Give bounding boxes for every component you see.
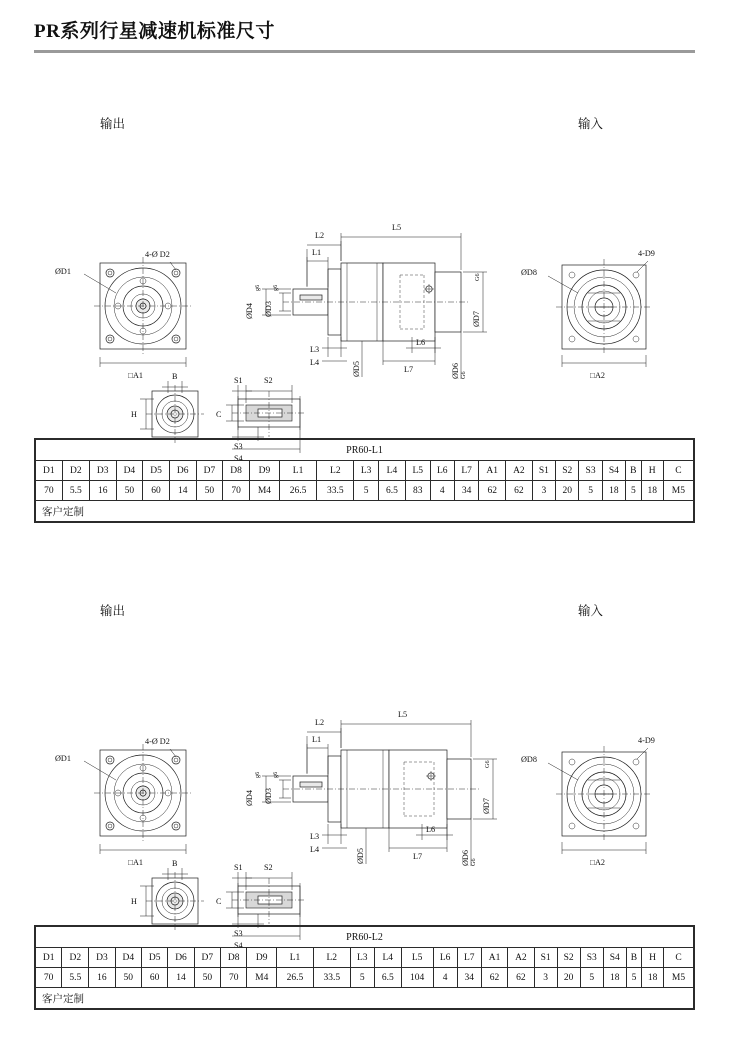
spec-header-cell: S1 (534, 948, 557, 968)
svg-text:C: C (216, 897, 222, 906)
svg-text:C: C (216, 410, 222, 419)
svg-text:ØD8: ØD8 (521, 755, 537, 764)
spec-value-cell: 50 (196, 481, 223, 501)
spec-value-cell: 5 (350, 968, 374, 988)
spec-value-cell: 3 (532, 481, 555, 501)
svg-text:g6: g6 (254, 284, 261, 291)
spec-value-cell: 3 (534, 968, 557, 988)
svg-text:ØD4: ØD4 (245, 303, 254, 319)
spec-value-cell: 5 (580, 968, 603, 988)
spec-value-cell: 50 (194, 968, 220, 988)
spec-value-cell: 5 (626, 481, 642, 501)
svg-text:ØD8: ØD8 (521, 268, 537, 277)
spec-header-cell: D4 (116, 461, 143, 481)
spec-value-cell: 16 (89, 481, 116, 501)
spec-value-cell: 60 (143, 481, 170, 501)
spec-value-cell: 20 (557, 968, 580, 988)
svg-text:S1: S1 (234, 376, 243, 385)
spec-header-cell: L6 (430, 461, 454, 481)
spec-value-cell: 33.5 (313, 968, 350, 988)
spec-header-cell: S1 (532, 461, 555, 481)
page-header (34, 16, 695, 53)
spec-value-cell: 50 (116, 481, 143, 501)
spec-header-cell: D3 (89, 948, 115, 968)
spec-header-cell: A1 (479, 461, 506, 481)
spec-header-cell: A2 (508, 948, 534, 968)
svg-text:g6: g6 (254, 771, 261, 778)
spec-table-title-2: PR60-L2 (36, 927, 694, 948)
spec-header-cell: S3 (579, 461, 602, 481)
spec-value-cell: 62 (508, 968, 534, 988)
spec-header-cell: S4 (603, 948, 626, 968)
svg-text:S4: S4 (234, 941, 243, 950)
svg-text:S1: S1 (234, 863, 243, 872)
spec-header-cell: L3 (354, 461, 378, 481)
spec-header-cell: B (626, 461, 642, 481)
spec-value-cell: 6.5 (374, 968, 401, 988)
spec-header-cell: D5 (143, 461, 170, 481)
spec-value-cell: 18 (641, 481, 663, 501)
spec-header-cell: H (641, 461, 663, 481)
spec-value-cell: 34 (454, 481, 478, 501)
rear-view-2 (521, 736, 655, 867)
spec-value-cell: M4 (249, 481, 279, 501)
spec-header-cell: D7 (196, 461, 223, 481)
svg-text:L7: L7 (404, 365, 414, 374)
svg-text:4-Ø D2: 4-Ø D2 (145, 737, 170, 746)
spec-value-cell: 18 (642, 968, 664, 988)
spec-header-cell: A2 (506, 461, 533, 481)
spec-header-cell: D4 (115, 948, 141, 968)
spec-header-cell: L1 (277, 948, 314, 968)
spec-table-value-row-2 (36, 968, 694, 988)
spec-value-cell: 5 (626, 968, 641, 988)
spec-value-cell: 18 (603, 968, 626, 988)
spec-value-cell: 33.5 (317, 481, 354, 501)
spec-table-note-1: 客户定制 (36, 501, 694, 522)
spec-value-cell: 5 (354, 481, 378, 501)
spec-header-cell: S2 (556, 461, 579, 481)
svg-text:G6: G6 (474, 273, 481, 281)
svg-text:ØD4: ØD4 (245, 790, 254, 806)
spec-header-cell: D6 (169, 461, 196, 481)
spec-header-cell: C (664, 948, 694, 968)
spec-value-cell: 18 (602, 481, 625, 501)
svg-text:L4: L4 (310, 358, 320, 367)
svg-text:B: B (172, 372, 178, 381)
svg-text:L3: L3 (310, 832, 320, 841)
svg-text:L7: L7 (413, 852, 423, 861)
spec-value-cell: 83 (406, 481, 430, 501)
spec-header-cell: L5 (401, 948, 433, 968)
svg-text:L1: L1 (312, 248, 322, 257)
side-view-1 (245, 223, 487, 379)
front-view-1 (55, 250, 192, 380)
front-view-2 (55, 737, 192, 867)
input-label-2: 输入 (578, 604, 604, 618)
svg-text:□A2: □A2 (590, 858, 605, 867)
svg-text:ØD6: ØD6 (451, 363, 460, 379)
svg-text:S3: S3 (234, 929, 243, 938)
spec-value-cell: 62 (479, 481, 506, 501)
rear-view-1 (521, 249, 655, 380)
spec-table-header-row-1 (36, 461, 694, 481)
spec-value-cell: M5 (663, 481, 693, 501)
spec-header-cell: L5 (406, 461, 430, 481)
spec-value-cell: M5 (664, 968, 694, 988)
input-label-1: 输入 (578, 117, 604, 131)
svg-text:S3: S3 (234, 442, 243, 451)
spec-value-cell: 20 (556, 481, 579, 501)
spec-header-cell: A1 (481, 948, 507, 968)
spec-value-cell: 70 (36, 481, 63, 501)
spec-header-cell: D2 (62, 461, 89, 481)
svg-text:□A1: □A1 (128, 858, 143, 867)
svg-text:ØD5: ØD5 (356, 848, 365, 864)
output-label-1: 输出 (100, 117, 126, 131)
spec-table-note-row-1 (36, 501, 694, 522)
spec-table-title-1: PR60-L1 (36, 440, 694, 461)
spec-header-cell: D3 (89, 461, 116, 481)
spec-header-cell: L1 (279, 461, 316, 481)
spec-value-cell: 60 (141, 968, 167, 988)
spec-value-cell: 62 (506, 481, 533, 501)
svg-text:L5: L5 (392, 223, 402, 232)
svg-text:g6: g6 (272, 771, 279, 778)
svg-text:L6: L6 (426, 825, 436, 834)
svg-text:ØD1: ØD1 (55, 267, 71, 276)
svg-text:4-D9: 4-D9 (638, 249, 655, 258)
spec-value-cell: 5.5 (62, 481, 89, 501)
spec-header-cell: B (626, 948, 641, 968)
spec-header-cell: L6 (433, 948, 457, 968)
svg-text:S4: S4 (234, 454, 243, 463)
svg-text:S2: S2 (264, 376, 273, 385)
spec-value-cell: 4 (430, 481, 454, 501)
spec-header-cell: L4 (378, 461, 405, 481)
svg-text:ØD3: ØD3 (264, 788, 273, 804)
spec-header-cell: L2 (317, 461, 354, 481)
spec-value-cell: 50 (115, 968, 141, 988)
spec-value-cell: 70 (221, 968, 247, 988)
spec-table-note-row-2 (36, 988, 694, 1009)
svg-text:L3: L3 (310, 345, 320, 354)
svg-text:ØD7: ØD7 (482, 798, 491, 814)
svg-text:G6: G6 (470, 858, 477, 866)
svg-text:L2: L2 (315, 231, 325, 240)
spec-header-cell: D2 (62, 948, 89, 968)
spec-header-cell: D1 (36, 461, 63, 481)
spec-table-title-row-1 (36, 440, 694, 461)
svg-text:L6: L6 (416, 338, 426, 347)
spec-value-cell: M4 (247, 968, 277, 988)
spec-value-cell: 26.5 (279, 481, 316, 501)
svg-text:4-D9: 4-D9 (638, 736, 655, 745)
spec-value-cell: 6.5 (378, 481, 405, 501)
spec-value-cell: 62 (481, 968, 507, 988)
spec-header-cell: D6 (168, 948, 194, 968)
svg-text:□A2: □A2 (590, 371, 605, 380)
spec-header-cell: L7 (454, 461, 478, 481)
svg-text:G6: G6 (460, 371, 467, 379)
spec-value-cell: 26.5 (277, 968, 314, 988)
spec-value-cell: 16 (89, 968, 115, 988)
svg-text:H: H (131, 897, 137, 906)
spec-header-cell: D8 (223, 461, 250, 481)
output-label-2: 输出 (100, 604, 126, 618)
svg-text:G6: G6 (484, 760, 491, 768)
spec-header-cell: S4 (602, 461, 625, 481)
spec-table-title-row-2 (36, 927, 694, 948)
spec-table-header-row-2 (36, 948, 694, 968)
spec-header-cell: H (642, 948, 664, 968)
spec-value-cell: 70 (223, 481, 250, 501)
spec-header-cell: L7 (457, 948, 481, 968)
svg-text:S2: S2 (264, 863, 273, 872)
spec-table-value-row-1 (36, 481, 694, 501)
spec-header-cell: D8 (221, 948, 247, 968)
svg-text:g6: g6 (272, 284, 279, 291)
spec-header-cell: L4 (374, 948, 401, 968)
svg-text:4-Ø D2: 4-Ø D2 (145, 250, 170, 259)
svg-text:L2: L2 (315, 718, 325, 727)
spec-header-cell: L3 (350, 948, 374, 968)
spec-value-cell: 4 (433, 968, 457, 988)
page-title: PR系列行星减速机标准尺寸 (34, 21, 275, 42)
spec-header-cell: S2 (557, 948, 580, 968)
svg-text:ØD3: ØD3 (264, 301, 273, 317)
spec-value-cell: 5.5 (62, 968, 89, 988)
svg-text:ØD6: ØD6 (461, 850, 470, 866)
spec-header-cell: D9 (249, 461, 279, 481)
svg-text:L1: L1 (312, 735, 322, 744)
svg-text:L5: L5 (398, 710, 408, 719)
spec-value-cell: 5 (579, 481, 602, 501)
spec-value-cell: 34 (457, 968, 481, 988)
svg-text:□A1: □A1 (128, 371, 143, 380)
spec-header-cell: D7 (194, 948, 220, 968)
spec-header-cell: D5 (141, 948, 167, 968)
svg-text:B: B (172, 859, 178, 868)
spec-value-cell: 104 (401, 968, 433, 988)
side-view-2 (245, 710, 497, 866)
spec-header-cell: D1 (36, 948, 62, 968)
svg-text:ØD7: ØD7 (472, 311, 481, 327)
spec-table-1 (34, 438, 695, 523)
spec-header-cell: L2 (313, 948, 350, 968)
spec-header-cell: D9 (247, 948, 277, 968)
spec-header-cell: S3 (580, 948, 603, 968)
svg-text:ØD1: ØD1 (55, 754, 71, 763)
header-divider (34, 50, 695, 53)
spec-value-cell: 14 (169, 481, 196, 501)
spec-table-2 (34, 925, 695, 1010)
spec-value-cell: 14 (168, 968, 194, 988)
spec-header-cell: C (663, 461, 693, 481)
svg-text:L4: L4 (310, 845, 320, 854)
svg-text:H: H (131, 410, 137, 419)
svg-text:ØD5: ØD5 (352, 361, 361, 377)
spec-value-cell: 70 (36, 968, 62, 988)
spec-table-note-2: 客户定制 (36, 988, 694, 1009)
